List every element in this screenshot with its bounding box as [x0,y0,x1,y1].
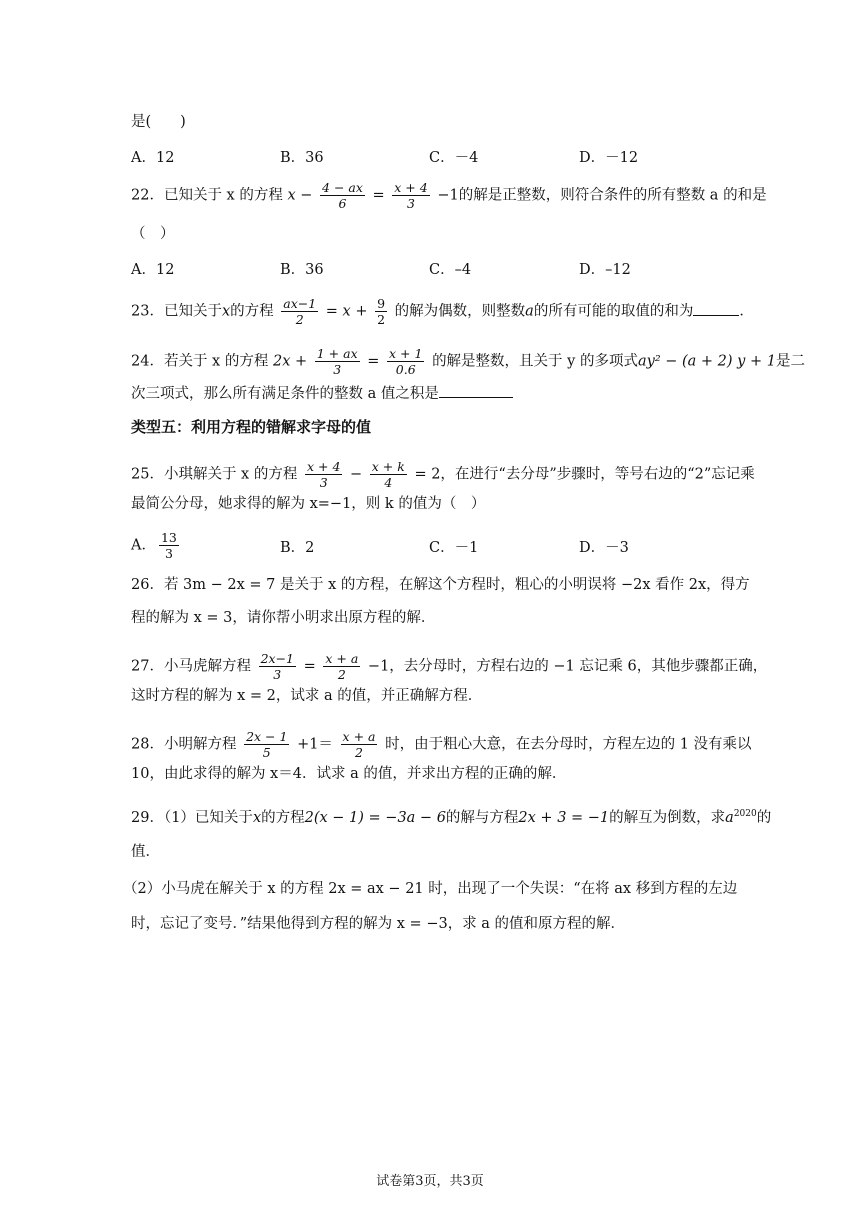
q25-line1 [131,459,755,490]
q24-frac2-numerator: x + 1 [389,346,423,361]
q23-pre: 已知关于 [163,303,222,320]
q28-frac2-numerator: x + a [342,729,376,744]
q27-frac2-numerator: x + a [325,651,359,666]
q22-line1 [131,180,767,211]
q24-answer-blank [439,383,513,398]
q22-fraction-2 [392,180,429,211]
q24-fraction-1 [315,346,360,377]
q23-frac2-denominator: 2 [377,312,386,327]
q22-line2: （ ） [131,226,175,242]
q23-line [131,296,754,327]
q22-frac1-numerator: 4 − ax [322,180,363,195]
q29-power-base: a [725,809,734,826]
q29-part2-line1: （2）小马虎在解关于 x 的方程 2x = ax − 21 时，出现了一个失误：“在将 ax 移到方程的左边 [123,881,738,897]
q22-post: 的解是正整数，则符合条件的所有整数 a 的和是 [458,187,767,204]
q24-fraction-2 [387,346,424,377]
q24-pre: 若关于 x 的方程 [163,353,269,370]
q27-number: 27． [131,658,164,675]
q25-minus: − [350,466,363,483]
q28-fraction-2 [341,729,378,760]
q27-fraction-2 [323,651,360,682]
q29-text-e: 的 [756,809,772,826]
q21-option-a: A．12 [131,150,175,166]
q22-eq: = [372,187,385,204]
q25-number: 25． [131,466,164,483]
q22-option-c: C．–4 [429,262,472,278]
q25-option-a [131,530,182,561]
q22-fraction-1 [320,180,365,211]
q26-line2: 程的解为 x = 3，请你帮小明求出原方程的解． [131,610,436,626]
q27-line1 [131,651,767,682]
q27-line2: 这时方程的解为 x = 2，试求 a 的值，并正确解方程． [131,688,483,704]
q23-var2: a [525,303,534,320]
q22-frac1-denominator: 6 [338,196,347,211]
q25-option-b: B．2 [280,540,315,556]
q27-eq: = [303,658,316,675]
q22-pre: 已知关于 x 的方程 [163,187,283,204]
q29-line1 [131,804,771,828]
q27-pre: 小马虎解方程 [163,658,251,675]
q28-frac2-denominator: 2 [355,745,363,760]
q23-expr: = x + [325,303,368,320]
q23-frac1-denominator: 2 [295,312,304,327]
q24-eq: = [367,353,380,370]
q28-fraction-1 [244,729,289,760]
q24-line2 [131,383,513,404]
q29-text-b: 的方程 [261,809,305,826]
q28-number: 28． [131,736,164,753]
q23-post2: 的所有可能的取值的和为 [533,303,694,320]
q24-frac2-denominator: 0.6 [395,362,416,377]
q24-mid: 的解是整数，且关于 y 的多项式 [432,353,638,370]
q22-number: 22． [131,187,164,204]
q22-option-a: A．12 [131,262,175,278]
q25-option-a-fraction [159,530,179,561]
q25-fraction-2 [370,459,407,490]
q24-frac1-numerator: 1 + ax [316,346,358,361]
q23-post: 的解为偶数，则整数 [394,303,526,320]
q24-post: 是二 [775,353,805,370]
q21-options [131,146,731,168]
q23-number: 23． [131,303,164,320]
q28-line2: 10，由此求得的解为 x＝4．试求 a 的值，并求出方程的正确的解． [131,766,567,782]
q24-line1 [131,346,805,377]
q25-frac1-numerator: x + 4 [306,459,341,474]
q22-option-d: D．–12 [579,262,631,278]
q27-frac1-numerator: 2x−1 [260,651,294,666]
q23-frac2-numerator: 9 [377,296,386,311]
q25-post: ，在进行“去分母”步骤时，等号右边的“2”忘记乘 [440,466,755,483]
q28-pre: 小明解方程 [163,736,237,753]
q23-frac1-numerator: ax−1 [283,296,317,311]
q29-part2-line2: 时，忘记了变号．”结果他得到方程的解为 x = −3，求 a 的值和原方程的解． [131,916,626,932]
q29-text-c: 的解与方程 [445,809,519,826]
q22-frac2-numerator: x + 4 [394,180,428,195]
page-footer: 试卷第3页，共3页 [376,1174,484,1189]
q23-fraction-2 [375,296,387,327]
q29-text-a: 29．（1）已知关于 [131,809,253,826]
q28-post: 时，由于粗心大意，在去分母时，方程左边的 1 没有乘以 [385,736,752,753]
q23-answer-blank [693,301,739,316]
q25-frac2-numerator: x + k [371,459,405,474]
q24-line2-text: 次三项式，那么所有满足条件的整数 a 值之积是 [131,386,439,402]
q29-line2: 值． [131,844,160,860]
q29-text-d: 的解互为倒数，求 [609,809,726,826]
q21-tail: 是( ) [131,114,186,130]
q27-post: ，去分母时，方程右边的 −1 忘记乘 6，其他步骤都正确， [389,658,768,675]
q25-option-d: D．－3 [579,540,629,556]
q22-frac2-denominator: 3 [407,196,415,211]
q22-expr-b: −1 [437,187,459,204]
q24-frac1-denominator: 3 [333,362,342,377]
q21-option-c: C．－4 [429,150,479,166]
q28-line1 [131,729,752,760]
q28-expr: +1＝ [297,736,333,753]
q25-frac1-denominator: 3 [319,475,328,490]
q28-frac1-denominator: 5 [262,745,271,760]
q21-option-d: D．－12 [579,150,639,166]
q27-frac2-denominator: 2 [337,667,346,682]
q25-options [131,526,731,566]
q25-option-a-denominator: 3 [164,546,173,561]
q24-polynomial: ay² − (a + 2) y + 1 [637,353,776,370]
q23-end: ． [739,303,754,320]
q25-fraction-1 [305,459,342,490]
q27-frac1-denominator: 3 [273,667,282,682]
q22-expr-a: x − [287,187,313,204]
q25-option-a-label: A． [131,537,156,554]
q25-line2: 最简公分母，她求得的解为 x=−1，则 k 的值为（ ） [131,496,486,512]
q29-equation-2: 2x + 3 = −1 [518,809,610,826]
q25-option-c: C．－1 [429,540,479,556]
q21-option-b: B．36 [280,150,324,166]
q22-options [131,258,731,280]
q26-line1: 26．若 3m − 2x = 7 是关于 x 的方程，在解这个方程时，粗心的小明误将 −2x 看作 2x，得方 [131,577,750,593]
q25-frac2-denominator: 4 [384,475,393,490]
q28-frac1-numerator: 2x − 1 [246,729,288,744]
q24-number: 24． [131,353,164,370]
q25-pre: 小琪解关于 x 的方程 [163,466,298,483]
q25-option-a-numerator: 13 [160,530,177,545]
q27-expr: −1 [367,658,390,675]
q29-var: x [252,809,262,826]
q29-power-exponent: 2020 [733,809,757,819]
q24-expr-a: 2x + [272,353,308,370]
q23-fraction-1 [281,296,318,327]
q23-var: x [221,303,231,320]
q27-fraction-1 [259,651,296,682]
q23-mid: 的方程 [230,303,274,320]
q25-eq: = 2 [414,466,441,483]
q29-equation-1: 2(x − 1) = −3a − 6 [304,809,446,826]
q22-option-b: B．36 [280,262,324,278]
section-heading: 类型五：利用方程的错解求字母的值 [131,418,372,436]
